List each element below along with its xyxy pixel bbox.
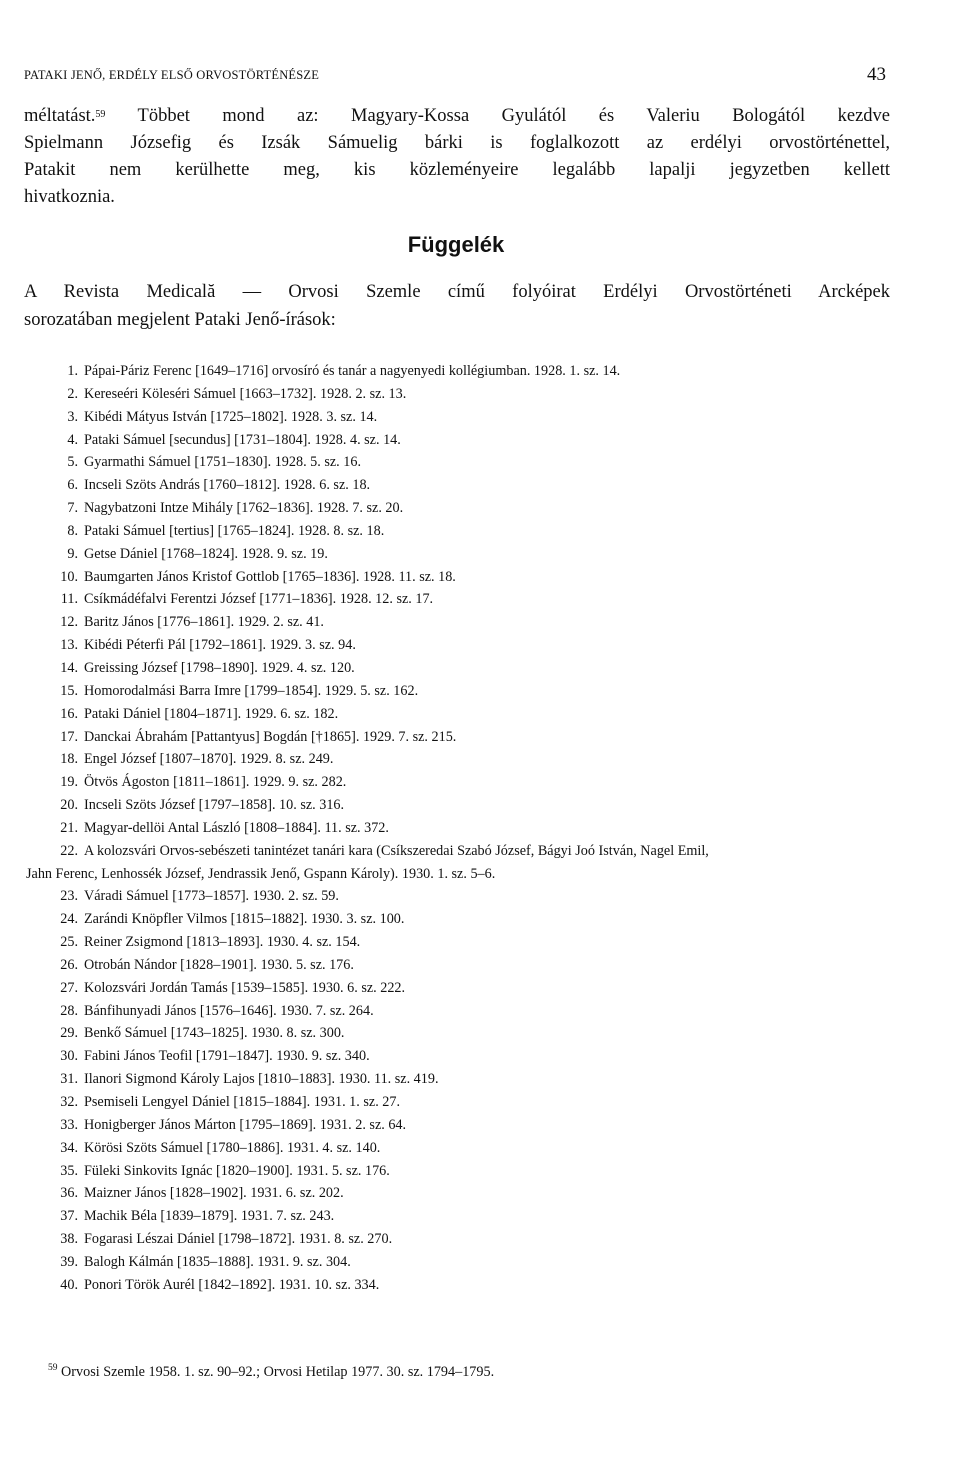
list-item <box>0 908 900 931</box>
list-item <box>0 1251 900 1274</box>
list-item <box>0 726 900 749</box>
list-item-number: 30. <box>60 1048 78 1065</box>
publication-list <box>0 360 900 1297</box>
list-item <box>0 474 900 497</box>
list-item <box>0 360 900 383</box>
list-item <box>0 1274 900 1297</box>
list-item <box>0 657 900 680</box>
list-item <box>0 611 900 634</box>
footnote-mark: 59 <box>48 1363 58 1373</box>
list-item-text <box>84 1068 439 1091</box>
body-line-1-start: méltatást. <box>24 106 96 126</box>
list-item-number: 28. <box>60 1002 78 1019</box>
list-item-text <box>84 931 360 954</box>
list-item-number: 32. <box>60 1094 78 1110</box>
list-item <box>0 520 900 543</box>
list-item-text <box>84 726 456 749</box>
list-item <box>0 885 900 908</box>
list-item <box>0 817 900 840</box>
list-item-text-line: Füleki Sinkovits Ignác [1820–1900]. 1931. 5. sz. 176. <box>84 1162 390 1179</box>
list-item-number: 5. <box>67 454 78 471</box>
list-item-text <box>84 383 406 406</box>
list-item-text-line: Váradi Sámuel [1773–1857]. 1930. 2. sz. 59. <box>84 888 339 905</box>
list-item-number: 20. <box>60 797 78 814</box>
list-item <box>0 1137 900 1160</box>
list-item-text-line: Ötvös Ágoston [1811–1861]. 1929. 9. sz. 282. <box>84 774 347 791</box>
list-item <box>0 588 900 611</box>
body-line-1-end: Többet mond az: Magyary-Kossa Gyulától és Valeriu Bologától kezdve <box>105 106 890 126</box>
list-item-text-line: Kolozsvári Jordán Tamás [1539–1585]. 1930. 6. sz. 222. <box>84 979 406 996</box>
list-item-text-line: Greissing József [1798–1890]. 1929. 4. sz. 120. <box>84 659 355 676</box>
list-item-text <box>84 1022 344 1045</box>
list-item-text-line: Danckai Ábrahám [Pattantyus] Bogdán [†1865]. 1929. 7. sz. 215. <box>84 728 457 745</box>
list-item <box>0 429 900 452</box>
list-item-number: 37. <box>60 1208 78 1225</box>
list-item-text-line: Balogh Kálmán [1835–1888]. 1931. 9. sz. 304. <box>84 1253 351 1270</box>
list-item-text-line: Magyar-dellöi Antal László [1808–1884]. 11. sz. 372. <box>84 819 389 836</box>
list-item-text <box>84 1251 351 1274</box>
list-item <box>0 1068 900 1091</box>
list-item <box>0 634 900 657</box>
list-item-text <box>84 657 355 680</box>
list-item-text-line: Fogarasi Lészai Dániel [1798–1872]. 1931. 8. sz. 270. <box>84 1231 393 1248</box>
list-item-number: 2. <box>67 385 78 402</box>
list-item-text <box>84 1274 379 1297</box>
list-item-number: 22. <box>60 842 78 859</box>
list-item-text <box>84 520 384 543</box>
list-item <box>0 1022 900 1045</box>
list-item-text-line: Ilanori Sigmond Károly Lajos [1810–1883]. 1930. 11. sz. 419. <box>84 1071 439 1088</box>
list-item <box>0 954 900 977</box>
list-item-number: 33. <box>60 1116 78 1133</box>
running-head-title: PATAKI JENŐ, ERDÉLY ELSŐ ORVOSTÖRTÉNÉSZE <box>24 68 320 82</box>
list-item <box>0 1091 900 1114</box>
list-item-text <box>84 1228 392 1251</box>
list-item <box>0 703 900 726</box>
list-item-number: 7. <box>67 500 78 517</box>
list-item-text <box>84 429 401 452</box>
list-item <box>0 977 900 1000</box>
list-item-text <box>84 634 356 657</box>
list-item-number: 9. <box>67 545 78 562</box>
list-item-text <box>84 908 404 931</box>
list-item-text <box>84 954 354 977</box>
body-line-1 <box>24 103 890 130</box>
list-item-text <box>84 611 324 634</box>
list-item <box>0 1045 900 1068</box>
list-item-text-line: Baumgarten János Kristof Gottlob [1765–1836]. 1928. 11. sz. 18. <box>84 568 456 585</box>
list-item-text-line: Fabini János Teofil [1791–1847]. 1930. 9. sz. 340. <box>84 1048 370 1065</box>
list-item-number: 16. <box>60 705 78 722</box>
list-item-text-line: Ponori Török Aurél [1842–1892]. 1931. 10. sz. 334. <box>84 1276 380 1293</box>
list-item-number: 36. <box>60 1185 78 1202</box>
list-item-text <box>84 1160 390 1183</box>
list-item-text-line: Kibédi Mátyus István [1725–1802]. 1928. 3. sz. 14. <box>84 408 378 425</box>
list-item-text <box>84 566 456 589</box>
list-item <box>0 1182 900 1205</box>
list-item-text-line: Zarándi Knöpfler Vilmos [1815–1882]. 1930. 3. sz. 100. <box>84 911 405 928</box>
body-paragraph <box>24 103 890 211</box>
list-item-text-line: Otrobán Nándor [1828–1901]. 1930. 5. sz. 176. <box>84 956 354 973</box>
list-item <box>0 451 900 474</box>
list-item-text <box>84 543 328 566</box>
list-item-number: 13. <box>60 637 78 654</box>
list-item-text-line: Incseli Szöts András [1760–1812]. 1928. 6. sz. 18. <box>84 477 371 494</box>
list-item-text <box>84 497 403 520</box>
list-item <box>0 383 900 406</box>
list-item-number: 35. <box>60 1162 78 1179</box>
list-item-number: 25. <box>60 934 78 951</box>
list-item-text-line: Maizner János [1828–1902]. 1931. 6. sz. 202. <box>84 1185 344 1202</box>
list-item-text-line: Körösi Szöts Sámuel [1780–1886]. 1931. 4. sz. 140. <box>84 1139 381 1156</box>
list-item-number: 15. <box>60 682 78 699</box>
list-item-text <box>84 1045 370 1068</box>
list-item-number: 26. <box>60 956 78 973</box>
list-item-text <box>84 817 389 840</box>
appendix-intro-line-1: A Revista Medicală — Orvosi Szemle című folyóirat Erdélyi Orvostörténeti Arcképek <box>24 282 890 302</box>
appendix-intro-line-2: sorozatában megjelent Pataki Jenő-írások: <box>24 310 336 330</box>
list-item-text-line: Kibédi Péterfi Pál [1792–1861]. 1929. 3. sz. 94. <box>84 637 356 654</box>
list-item-number: 27. <box>60 979 78 996</box>
list-item <box>0 840 900 886</box>
running-head <box>24 64 886 86</box>
footnote-text: Orvosi Szemle 1958. 1. sz. 90–92.; Orvosi Hetilap 1977. 30. sz. 1794–1795. <box>57 1364 495 1380</box>
list-item-number: 6. <box>67 477 78 494</box>
list-item-text-line: Baritz János [1776–1861]. 1929. 2. sz. 41. <box>84 614 324 631</box>
list-item <box>0 543 900 566</box>
list-item-text <box>84 680 418 703</box>
list-item-text <box>84 1137 380 1160</box>
list-item-text-line: Pataki Dániel [1804–1871]. 1929. 6. sz. 182. <box>84 705 339 722</box>
list-item <box>0 680 900 703</box>
list-item-text <box>84 748 333 771</box>
list-item <box>0 1114 900 1137</box>
body-line-3: Patakit nem kerülhette meg, kis közleményeire legalább lapalji jegyzetben kellett <box>24 160 890 180</box>
list-item-number: 29. <box>60 1025 78 1042</box>
appendix-heading: Függelék <box>407 232 505 257</box>
list-item-text-line: Psemiseli Lengyel Dániel [1815–1884]. 1931. 1. sz. 27. <box>84 1094 401 1110</box>
list-item-number: 38. <box>60 1231 78 1248</box>
list-item <box>0 1160 900 1183</box>
appendix-intro <box>24 278 890 334</box>
list-item-number: 14. <box>60 659 78 676</box>
list-item-text <box>84 1000 374 1023</box>
list-item-number: 3. <box>67 408 78 425</box>
footnote-reference[interactable]: 59 <box>95 109 106 120</box>
page-number: 43 <box>867 64 886 85</box>
body-line-4: hivatkoznia. <box>24 187 115 207</box>
list-item-number: 19. <box>60 774 78 791</box>
list-item-number: 18. <box>60 751 78 768</box>
list-item-text <box>84 1091 400 1114</box>
list-item-number: 24. <box>60 911 78 928</box>
list-item <box>0 406 900 429</box>
list-item-text-line: Engel József [1807–1870]. 1929. 8. sz. 249. <box>84 751 334 768</box>
list-item-text <box>84 406 377 429</box>
list-item-text <box>84 360 620 383</box>
list-item-number: 39. <box>60 1253 78 1270</box>
list-item-text-line: Incseli Szöts József [1797–1858]. 10. sz. 316. <box>84 797 345 814</box>
list-item-number: 34. <box>60 1139 78 1156</box>
list-item-number: 4. <box>67 431 78 448</box>
list-item-text-line: Nagybatzoni Intze Mihály [1762–1836]. 1928. 7. sz. 20. <box>84 500 404 517</box>
list-item-text <box>84 794 344 817</box>
list-item-text-line: Honigberger János Márton [1795–1869]. 1931. 2. sz. 64. <box>84 1116 407 1133</box>
list-item <box>0 748 900 771</box>
list-item <box>0 1205 900 1228</box>
list-item-number: 31. <box>60 1071 78 1088</box>
list-item-text <box>84 588 433 611</box>
footnote <box>48 1364 494 1381</box>
list-item <box>0 566 900 589</box>
list-item-number: 1. <box>67 363 78 379</box>
list-item-number: 12. <box>60 614 78 631</box>
list-item <box>0 1000 900 1023</box>
list-item <box>0 497 900 520</box>
list-item-text-line: Pataki Sámuel [tertius] [1765–1824]. 1928. 8. sz. 18. <box>84 522 385 539</box>
list-item-text-line: A kolozsvári Orvos-sebészeti tanintézet tanári kara (Csíkszeredai Szabó József, Bágyi Joó István, Nagel Emil, <box>84 842 709 859</box>
list-item-text-line: Machik Béla [1839–1879]. 1931. 7. sz. 243. <box>84 1208 335 1225</box>
list-item-text <box>84 451 361 474</box>
list-item-text-line: Csíkmádéfalvi Ferentzi József [1771–1836]. 1928. 12. sz. 17. <box>84 591 434 608</box>
list-item-text <box>84 977 405 1000</box>
list-item-text-line: Bánfihunyadi János [1576–1646]. 1930. 7. sz. 264. <box>84 1002 374 1019</box>
list-item <box>0 1228 900 1251</box>
list-item-text <box>84 703 338 726</box>
list-item-number: 10. <box>60 568 78 585</box>
list-item-text <box>84 1205 334 1228</box>
list-item-number: 40. <box>60 1276 78 1293</box>
list-item-text-line: Reiner Zsigmond [1813–1893]. 1930. 4. sz. 154. <box>84 934 361 951</box>
list-item-text-line: Gyarmathi Sámuel [1751–1830]. 1928. 5. sz. 16. <box>84 454 362 471</box>
list-item-text <box>84 474 370 497</box>
body-line-2: Spielmann Józsefig és Izsák Sámuelig bárki is foglalkozott az erdélyi orvostörténettel, <box>24 133 890 153</box>
list-item-text-line: Pataki Sámuel [secundus] [1731–1804]. 1928. 4. sz. 14. <box>84 431 401 448</box>
list-item-number: 8. <box>67 522 78 539</box>
list-item-text <box>84 771 346 794</box>
list-item-number: 11. <box>60 591 78 608</box>
list-item-number: 23. <box>60 888 78 905</box>
list-item-number: 17. <box>60 728 78 745</box>
list-item <box>0 931 900 954</box>
list-item-text-continuation: Jahn Ferenc, Lenhossék József, Jendrassik Jenő, Gspann Károly). 1930. 1. sz. 5–6. <box>26 865 496 882</box>
list-item <box>0 794 900 817</box>
list-item-text-line: Pápai-Páriz Ferenc [1649–1716] orvosíró és tanár a nagyenyedi kollégiumban. 1928. 1. sz. 14. <box>84 363 621 379</box>
list-item <box>0 771 900 794</box>
list-item-text-line: Kereseéri Köleséri Sámuel [1663–1732]. 1928. 2. sz. 13. <box>84 385 407 402</box>
list-item-number: 21. <box>60 819 78 836</box>
list-item-text-line: Homorodalmási Barra Imre [1799–1854]. 1929. 5. sz. 162. <box>84 682 419 699</box>
list-item-text <box>84 885 339 908</box>
list-item-text <box>84 1114 406 1137</box>
list-item-text-line: Benkő Sámuel [1743–1825]. 1930. 8. sz. 300. <box>84 1025 345 1042</box>
list-item-text <box>84 1182 344 1205</box>
list-item-text-line: Getse Dániel [1768–1824]. 1928. 9. sz. 19. <box>84 545 328 562</box>
